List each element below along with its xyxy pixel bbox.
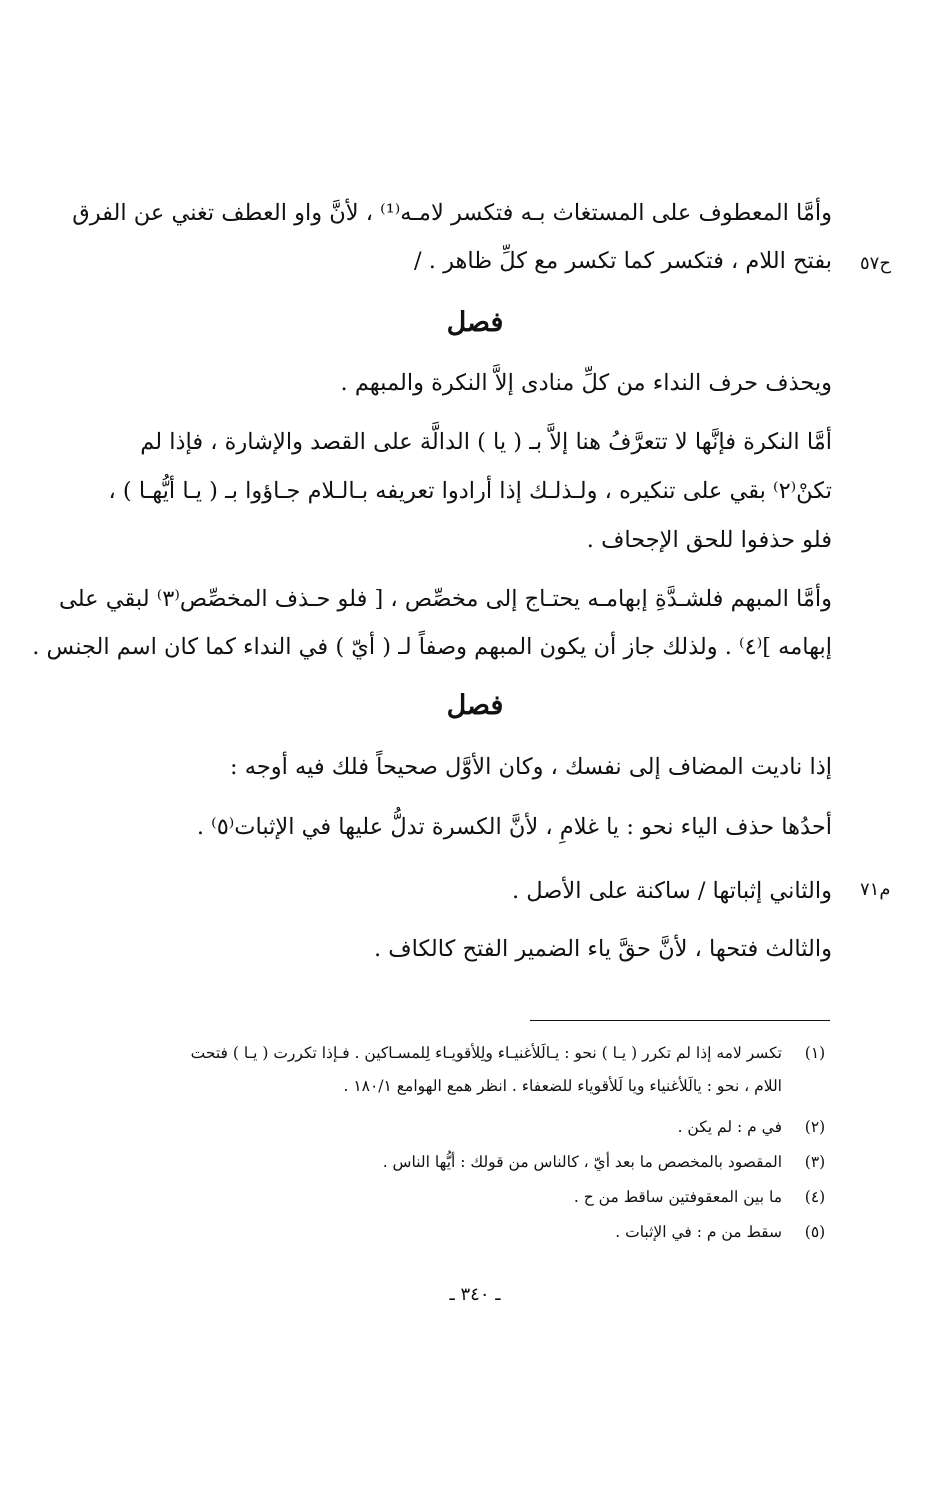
footnote-text: تكسر لامه إذا لم تكرر ( يـا ) نحو : يـالَلأغنيـاء ولِلأقويـاء لِلمسـاكين . فـإذا تكررت ( يـا ) فتحت — [190, 1044, 782, 1062]
body-line: وأمَّا المعطوف على المستغاث بـه فتكسر لامـه⁽¹⁾ ، لأنَّ واو العطف تغني عن الفرق — [72, 200, 832, 226]
body-line: بفتح اللام ، فتكسر كما تكسر مع كلِّ ظاهر . / — [414, 248, 832, 274]
footnote-text: اللام ، نحو : يالَلأغنياء ويا لَلأقوياء للضعفاء . انظر همع الهوامع ١٨٠/١ . — [343, 1077, 782, 1095]
footnote-number: (٣) — [804, 1153, 826, 1171]
footnote-number: (٢) — [804, 1118, 826, 1136]
footnote-text: في م : لم يكن . — [677, 1118, 782, 1136]
body-line: تكنْ⁽٢⁾ بقي على تنكيره ، ولـذلـك إذا أرادوا تعريفه بـالـلام جـاؤوا بـ ( يـا أيُّهـا ) ، — [108, 478, 832, 504]
body-line: إذا ناديت المضاف إلى نفسك ، وكان الأوَّل صحيحاً فلك فيه أوجه : — [230, 754, 832, 780]
body-line: فلو حذفوا للحق الإجحاف . — [586, 527, 832, 553]
footnote-number: (٥) — [804, 1223, 826, 1241]
body-line: ويحذف حرف النداء من كلِّ منادى إلاَّ النكرة والمبهم . — [340, 370, 832, 396]
body-line: أمَّا النكرة فإنَّها لا تتعرَّفُ هنا إلاَّ بـ ( يا ) الدالَّة على القصد والإشارة ، فإذا لم — [140, 429, 832, 455]
footnote-text: سقط من م : في الإثبات . — [615, 1223, 782, 1241]
body-line: وأمَّا المبهم فلشـدَّةِ إبهامـه يحتـاج إلى مخصِّص ، [ فلو حـذف المخصِّص⁽٣⁾ لبقي على — [58, 586, 832, 612]
footnote-number: (١) — [804, 1044, 826, 1062]
footnote-separator — [530, 1020, 830, 1021]
margin-reference: ح٥٧ — [860, 253, 891, 274]
section-heading: فصل — [446, 307, 504, 338]
body-line: أحدُها حذف الياء نحو : يا غلامِ ، لأنَّ الكسرة تدلُّ عليها في الإثبات⁽٥⁾ . — [196, 814, 832, 840]
footnote-text: ما بين المعقوفتين ساقط من ح . — [573, 1188, 782, 1206]
section-heading: فصل — [446, 690, 504, 721]
body-line: إبهامه ]⁽٤⁾ . ولذلك جاز أن يكون المبهم وصفاً لـ ( أيّ ) في النداء كما كان اسم الجنس . — [32, 634, 832, 660]
body-line: والثاني إثباتها / ساكنة على الأصل . — [511, 878, 832, 904]
footnote-text: المقصود بالمخصص ما بعد أيّ ، كالناس من قولك : أيُّها الناس . — [382, 1153, 782, 1171]
footnote-number: (٤) — [804, 1188, 826, 1206]
margin-reference: م٧١ — [860, 879, 891, 900]
page-number: ـ ٣٤٠ ـ — [449, 1284, 501, 1305]
body-line: والثالث فتحها ، لأنَّ حقَّ ياء الضمير الفتح كالكاف . — [373, 936, 832, 962]
